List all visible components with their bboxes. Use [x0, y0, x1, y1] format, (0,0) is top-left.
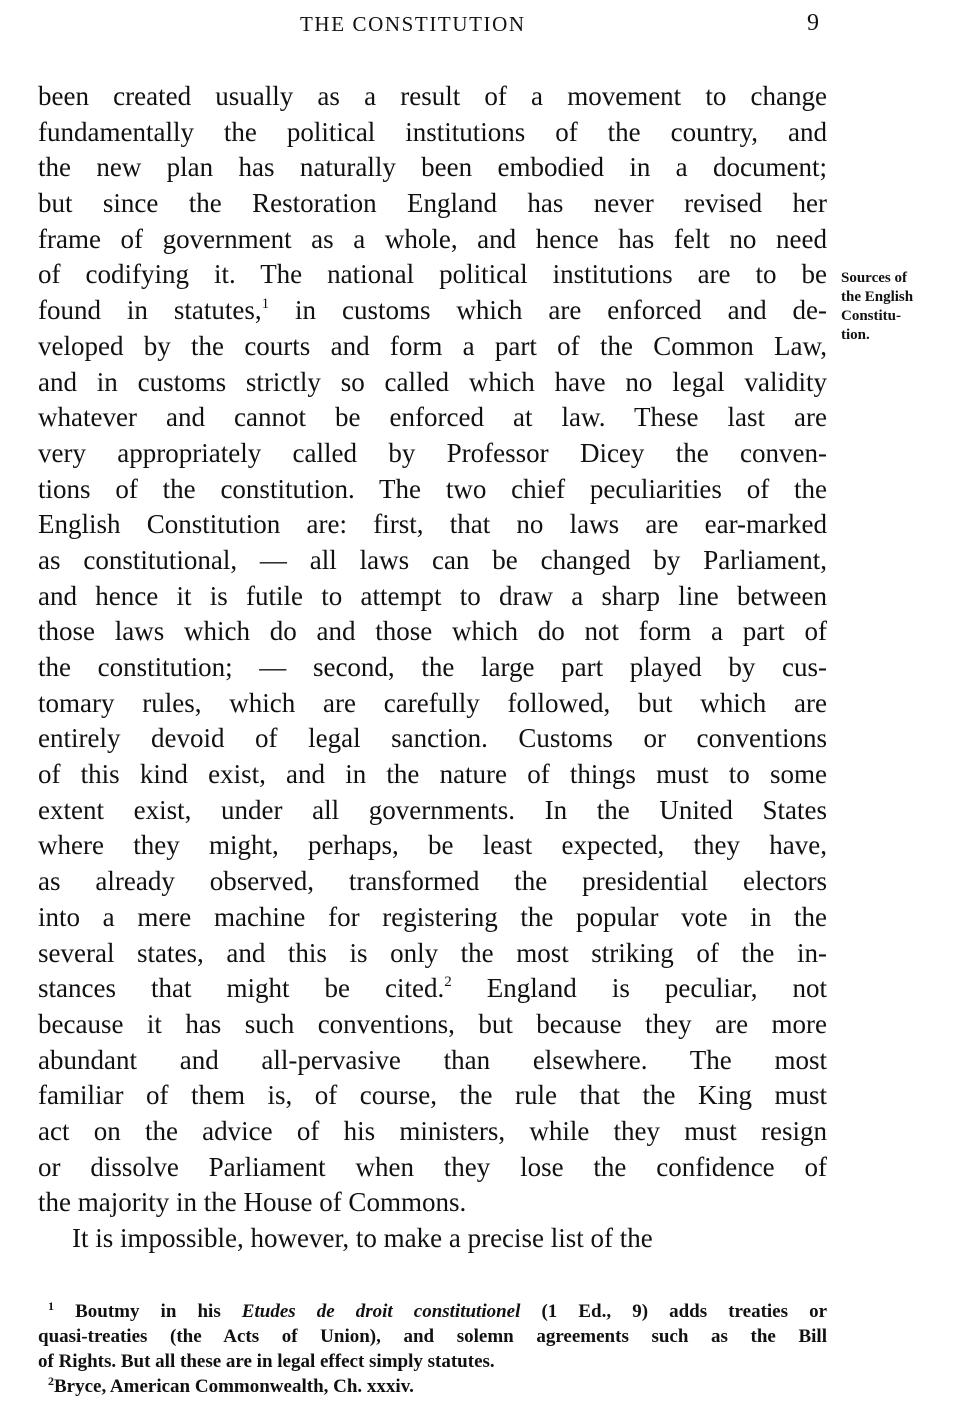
footnote-mark: 2 [48, 1374, 54, 1388]
text-line: English Constitution are: first, that no laws are ear-marked [38, 509, 827, 540]
text-line: and in customs strictly so called which have no legal validity [38, 366, 827, 397]
text-line: abundant and all-pervasive than elsewhere. The most [38, 1044, 827, 1075]
text-line: of this kind exist, and in the nature of things must to some [38, 759, 827, 790]
text-line: frame of government as a whole, and hence has felt no need [38, 223, 827, 254]
text-line: or dissolve Parliament when they lose the confidence of [38, 1151, 827, 1182]
text-line: as already observed, transformed the presidential electors [38, 866, 827, 897]
margin-note-line: the English [841, 289, 914, 305]
text-line: very appropriately called by Professor Dicey the conven- [38, 437, 827, 468]
text-line: the constitution; — second, the large part played by cus- [38, 652, 827, 682]
text-line: the majority in the House of Commons. [38, 1187, 467, 1218]
text-line: as constitutional, — all laws can be changed by Parliament, [38, 544, 827, 575]
footnote-line: quasi-treaties (the Acts of Union), and solemn agreements such as the Bill [38, 1326, 827, 1347]
margin-note-line: Sources of [841, 270, 907, 286]
text-line: veloped by the courts and form a part of the Common Law, [38, 330, 827, 361]
margin-note-line: Constitu- [841, 308, 902, 324]
text-line: tomary rules, which are carefully followed, but which are [38, 687, 827, 718]
page-number: 9 [807, 10, 819, 36]
text-fragment: Boutmy in his [54, 1301, 242, 1322]
text-fragment: Bryce, American Commonwealth, Ch. xxxiv. [54, 1376, 414, 1397]
footnote-mark: 1 [48, 1299, 54, 1313]
text-line: been created usually as a result of a movement to change [38, 81, 827, 111]
text-line [38, 293, 827, 329]
footnote-reference: 1 [261, 296, 270, 313]
text-fragment: in customs which are enforced and de- [269, 295, 827, 326]
text-fragment: found in statutes, [38, 295, 262, 326]
margin-note [841, 269, 913, 345]
running-head: THE CONSTITUTION [300, 12, 526, 36]
footnotes [38, 1299, 827, 1399]
text-line: several states, and this is only the most striking of the in- [38, 937, 827, 968]
text-line: but since the Restoration England has never revised her [38, 188, 827, 219]
text-line: and hence it is futile to attempt to draw a sharp line between [38, 580, 827, 611]
body-text [38, 79, 827, 1257]
footnote-reference: 2 [444, 974, 452, 991]
text-line: because it has such conventions, but because they are more [38, 1008, 827, 1039]
margin-note-line: tion. [841, 327, 870, 343]
text-fragment: England is peculiar, not [451, 973, 827, 1004]
text-line: It is impossible, however, to make a precise list of the [72, 1223, 653, 1253]
text-line: where they might, perhaps, be least expected, they have, [38, 830, 827, 861]
text-line: into a mere machine for registering the popular vote in the [38, 901, 827, 932]
footnote-line: of Rights. But all these are in legal effect simply statutes. [38, 1351, 495, 1372]
footnote-line [38, 1374, 827, 1399]
text-fragment: stances that might be cited. [38, 973, 445, 1004]
text-line: whatever and cannot be enforced at law. These last are [38, 402, 827, 433]
text-line: extent exist, under all governments. In the United States [38, 794, 827, 825]
text-line: entirely devoid of legal sanction. Customs or conventions [38, 723, 827, 754]
text-line [38, 971, 827, 1007]
footnote-line [38, 1299, 827, 1324]
cited-title: Etudes de droit constitutionel [241, 1301, 521, 1322]
text-line: the new plan has naturally been embodied in a document; [38, 152, 827, 183]
text-fragment: (1 Ed., 9) adds treaties or [520, 1301, 828, 1322]
text-line: familiar of them is, of course, the rule that the King must [38, 1080, 827, 1111]
text-line: of codifying it. The national political institutions are to be [38, 259, 827, 290]
text-line: those laws which do and those which do not form a part of [38, 616, 827, 647]
text-line: act on the advice of his ministers, while they must resign [38, 1115, 827, 1146]
text-line: fundamentally the political institutions of the country, and [38, 116, 827, 147]
text-line: tions of the constitution. The two chief peculiarities of the [38, 473, 827, 504]
